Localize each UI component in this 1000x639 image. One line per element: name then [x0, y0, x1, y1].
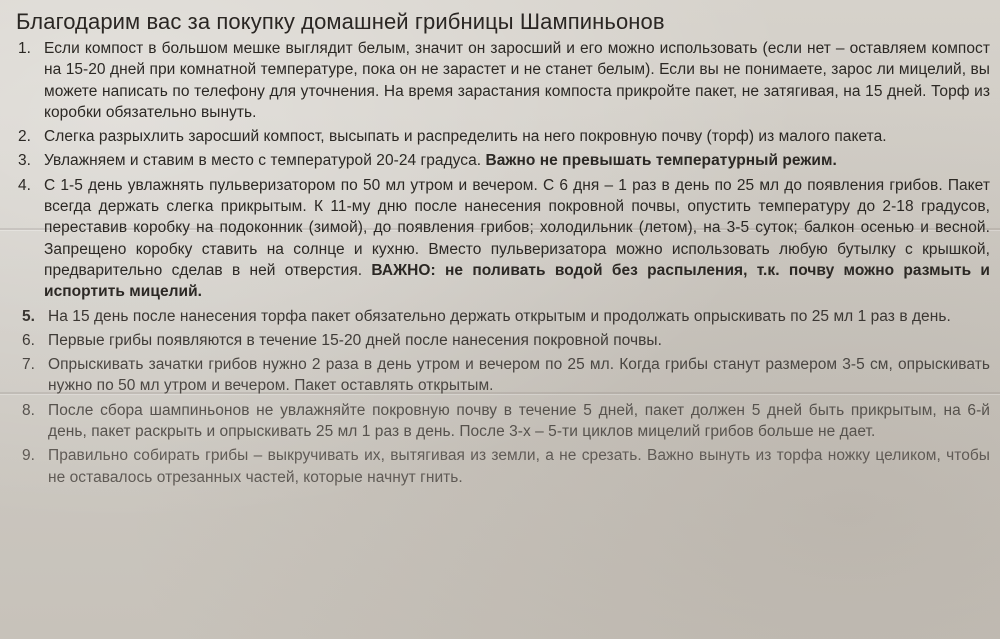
- step-number: 3.: [18, 152, 32, 170]
- step-body: С 1-5 день увлажнять пульверизатором по 50 мл утром и вечером. С 6 дня – 1 раз в день по 25 мл до появления грибов. Пакет всегда держать слегка прикрытым. К 11-му дню после нанесения покровной почвы, опустить температуру до 2-18 градусов, переставив коробку на подоконник (зимой), до появления грибов; холодильник (летом), на 3-5 суток; балкон осенью и весной. Запрещено коробку ставить на солнце и кухню. Вместо пульверизатора можно использовать любую бутылку с крышкой, предварительно сделав в ней отверстия.: [44, 176, 990, 279]
- step-text: [44, 126, 990, 147]
- list-item: [12, 38, 990, 123]
- steps-list: [12, 38, 990, 488]
- list-item: [12, 445, 990, 488]
- step-number: 7.: [22, 356, 36, 374]
- step-body: Если компост в большом мешке выглядит белым, значит он заросший и его можно использовать (если нет – оставляем компост на 15-20 дней при комнатной температуре, пока он не зарастет и не станет белым). Если вы не понимаете, зарос ли мицелий, вы можете написать по телефону для уточнения. На время зарастания компоста прикройте пакет, не затягивая, на 15 дней. Торф из коробки обязательно вынуть.: [44, 40, 990, 121]
- list-item: [12, 126, 990, 147]
- step-body: Правильно собирать грибы – выкручивать их, вытягивая из земли, а не срезать. Важно вынуть из торфа ножку целиком, чтобы не оставалось отрезанных частей, которые начнут гнить.: [48, 447, 990, 486]
- step-body: Слегка разрыхлить заросший компост, высыпать и распределить на него покровную почву (торф) из малого пакета.: [44, 128, 887, 146]
- list-item: [12, 330, 990, 351]
- step-body: Опрыскивать зачатки грибов нужно 2 раза в день утром и вечером по 25 мл. Когда грибы станут размером 3-5 см, опрыскивать нужно по 50 мл утром и вечером. Пакет оставлять открытым.: [48, 356, 990, 395]
- list-item: [12, 150, 990, 171]
- instruction-document: [12, 8, 990, 491]
- step-body: Первые грибы появляются в течение 15-20 дней после нанесения покровной почвы.: [48, 331, 662, 349]
- document-title: Благодарим вас за покупку домашней грибницы Шампиньонов: [16, 9, 665, 34]
- step-text: [48, 354, 990, 397]
- step-body: После сбора шампиньонов не увлажняйте покровную почву в течение 5 дней, пакет должен 5 дней быть прикрытым, на 6-й день, пакет раскрыть и опрыскивать 25 мл 1 раз в день. После 3-х – 5-ти циклов мицелий грибов больше не дает.: [48, 401, 990, 441]
- step-number: 1.: [18, 40, 32, 57]
- list-item: [12, 400, 990, 443]
- step-text: [44, 175, 990, 303]
- step-text: [48, 306, 990, 327]
- step-emphasis: ВАЖНО: не поливать водой без распыления, т.к. почву можно размыть и испортить мицелий.: [44, 261, 991, 301]
- step-number: 4.: [18, 176, 32, 194]
- step-body: На 15 день после нанесения торфа пакет обязательно держать открытым и продолжать опрыскивать по 25 мл 1 раз в день.: [48, 307, 951, 325]
- step-text: [44, 150, 990, 171]
- step-text: [48, 445, 990, 488]
- list-item: [12, 354, 990, 397]
- step-number: 8.: [22, 401, 36, 419]
- step-text: [44, 38, 990, 123]
- step-number: 6.: [22, 331, 36, 349]
- step-body: Увлажняем и ставим в место с температурой 20-24 градуса.: [44, 152, 482, 170]
- step-number: 9.: [22, 447, 36, 465]
- step-number: 5.: [22, 307, 36, 325]
- step-number: 2.: [18, 128, 32, 146]
- step-text: [48, 330, 990, 351]
- list-item: [12, 306, 990, 327]
- step-text: [48, 400, 990, 443]
- list-item: [12, 175, 990, 303]
- step-emphasis: Важно не превышать температурный режим.: [485, 152, 837, 170]
